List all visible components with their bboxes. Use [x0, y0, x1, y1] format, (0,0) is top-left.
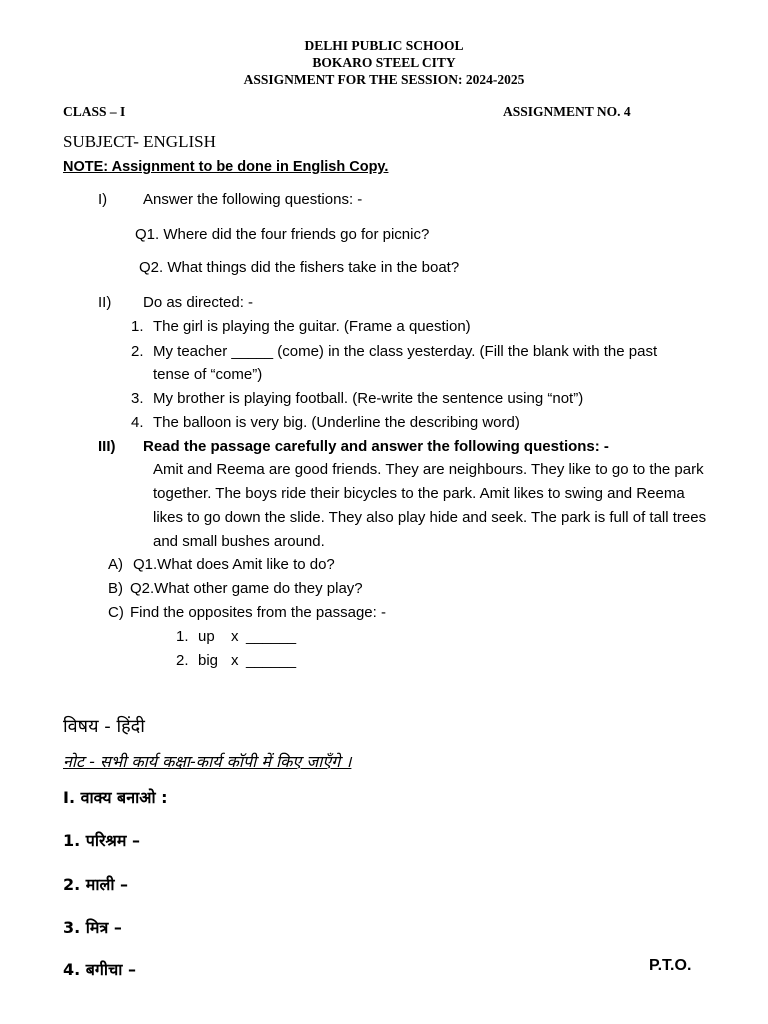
class-label: CLASS – I	[63, 104, 126, 119]
passage-question-text: Q2.What other game do they play?	[130, 580, 363, 597]
school-city: BOKARO STEEL CITY	[312, 55, 456, 70]
note-line: NOTE: Assignment to be done in English Copy.	[63, 159, 389, 175]
opposite-word: up	[198, 628, 215, 645]
passage-question-letter: C)	[108, 604, 124, 621]
opposite-separator: x	[231, 652, 239, 669]
section-1-question-2: Q2. What things did the fishers take in the boat?	[139, 259, 460, 276]
opposite-blank: ______	[246, 652, 297, 669]
passage-question-text: Find the opposites from the passage: -	[130, 604, 386, 621]
directed-item-text: The balloon is very big. (Underline the describing word)	[153, 414, 520, 431]
section-1-numeral: I)	[98, 191, 108, 208]
opposite-word: big	[198, 652, 219, 669]
directed-item-number: 4.	[131, 414, 144, 431]
school-name: DELHI PUBLIC SCHOOL	[304, 38, 464, 53]
hindi-section-heading: I. वाक्य बनाओ :	[63, 788, 168, 807]
opposite-blank: ______	[246, 628, 297, 645]
section-3-heading: Read the passage carefully and answer the following questions: -	[143, 438, 609, 455]
hindi-item: 2. माली –	[63, 875, 129, 894]
directed-item-number: 2.	[131, 343, 144, 360]
directed-item-text: My teacher _____ (come) in the class yesterday. (Fill the blank with the past	[153, 343, 658, 360]
hindi-item: 3. मित्र –	[63, 918, 122, 937]
section-3-numeral: III)	[98, 438, 116, 455]
section-2-heading: Do as directed: -	[143, 294, 254, 311]
directed-item-text: The girl is playing the guitar. (Frame a question)	[153, 318, 471, 335]
passage-question-text: Q1.What does Amit like to do?	[133, 556, 335, 573]
opposite-number: 1.	[176, 628, 189, 645]
hindi-subject-title: विषय - हिंदी	[63, 716, 145, 737]
directed-item-number: 3.	[131, 390, 144, 407]
passage-question-letter: B)	[108, 580, 123, 597]
session-title: ASSIGNMENT FOR THE SESSION: 2024-2025	[243, 72, 525, 87]
directed-item-number: 1.	[131, 318, 144, 335]
section-2-numeral: II)	[98, 294, 112, 311]
directed-item-text: My brother is playing football. (Re-write the sentence using “not”)	[153, 390, 584, 407]
assignment-number: ASSIGNMENT NO. 4	[503, 104, 631, 119]
subject-title: SUBJECT- ENGLISH	[63, 132, 216, 151]
section-1-question-1: Q1. Where did the four friends go for picnic?	[135, 226, 430, 243]
hindi-item: 4. बगीचा –	[63, 960, 136, 979]
hindi-note: नोट - सभी कार्य कक्षा-कार्य कॉपी में किए जाएँगे ।	[63, 752, 352, 771]
section-1-heading: Answer the following questions: -	[143, 191, 363, 208]
hindi-item: 1. परिश्रम –	[63, 831, 141, 850]
opposite-separator: x	[231, 628, 239, 645]
opposite-number: 2.	[176, 652, 189, 669]
pto-label: P.T.O.	[649, 957, 692, 974]
directed-item-text-continued: tense of “come”)	[153, 366, 263, 383]
reading-passage: Amit and Reema are good friends. They are neighbours. They like to go to the park together. The boys ride their bicycles to the park. Amit likes to swing and Reema likes to go down the slide. They also play hide and seek. The park is full of tall trees and small bushes around.	[153, 461, 707, 550]
passage-question-letter: A)	[108, 556, 123, 573]
